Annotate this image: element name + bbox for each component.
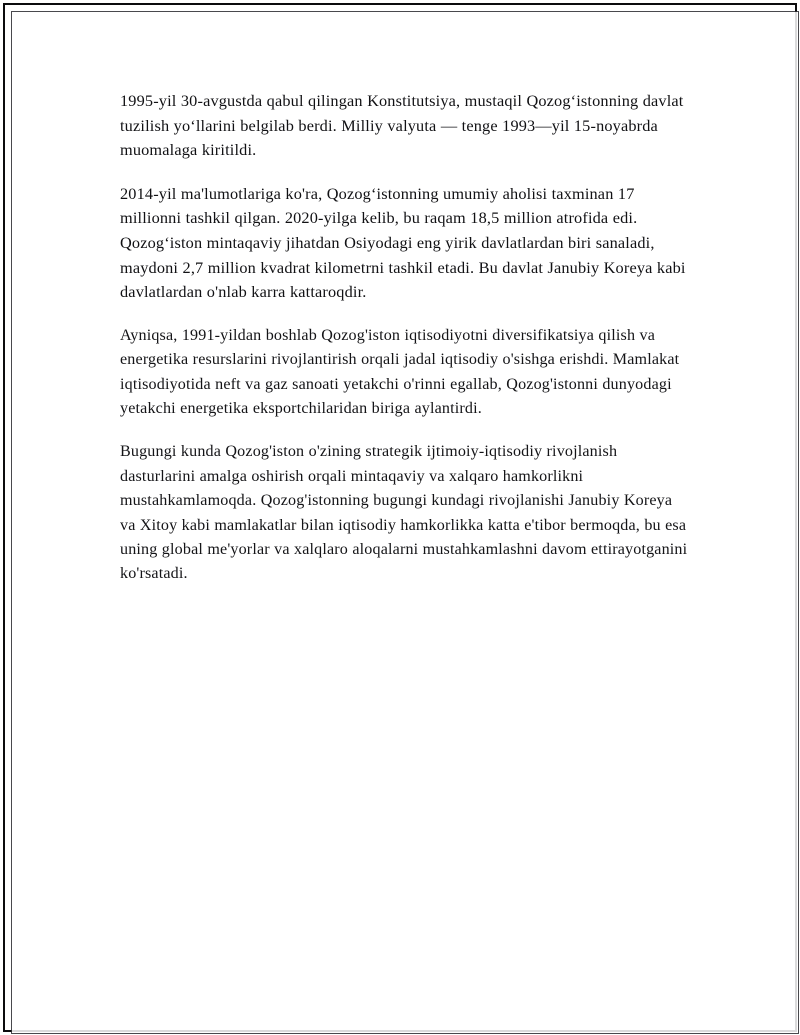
paragraph-population-territory: 2014-yil ma'lumotlariga ko'ra, Qozog‘istonning umumiy aholisi taxminan 17 millionni tashkil qilgan. 2020-yilga kelib, bu raqam 18,5 million atrofida edi. Qozog‘iston mintaqaviy jihatdan Osiyodagi eng yirik davlatlardan biri sanaladi, maydoni 2,7 million kvadrat kilometrni tashkil etadi. Bu davlat Janubiy Koreya kabi davlatlardan o'nlab karra kattaroqdir. (120, 183, 686, 302)
page-content-area (5, 5, 799, 1034)
page-border-frame (3, 3, 797, 1032)
paragraph-economy-diversification: Ayniqsa, 1991-yildan boshlab Qozog'iston iqtisodiyotni diversifikatsiya qilish va energetika resurslarini rivojlantirish orqali jadal iqtisodiy o'sishga erishdi. Mamlakat iqtisodiyotida neft va gaz sanoati yetakchi o'rinni egallab, Qozog'istonni dunyodagi yetakchi energetika eksportchilaridan biriga aylantirdi. (120, 326, 680, 417)
page-empty-whitespace (120, 645, 690, 1015)
paragraph-constitution-currency: 1995-yil 30-avgustda qabul qilingan Konstitutsiya, mustaqil Qozog‘istonning davlat tuzilish yo‘llarini belgilab berdi. Milliy valyuta — tenge 1993—yil 15-noyabrda muomalaga kiritildi. (120, 91, 684, 160)
document-text-column (120, 89, 690, 587)
paragraph-strategic-development: Bugungi kunda Qozog'iston o'zining strategik ijtimoiy-iqtisodiy rivojlanish dasturlarini amalga oshirish orqali mintaqaviy va xalqaro hamkorlikni mustahkamlamoqda. Qozog'istonning bugungi kundagi rivojlanishi Janubiy Koreya va Xitoy kabi mamlakatlar bilan iqtisodiy hamkorlikka katta e'tibor bermoqda, bu esa uning global me'yorlar va xalqlaro aloqalarni mustahkamlashni davom ettirayotganini ko'rsatadi. (120, 443, 688, 583)
